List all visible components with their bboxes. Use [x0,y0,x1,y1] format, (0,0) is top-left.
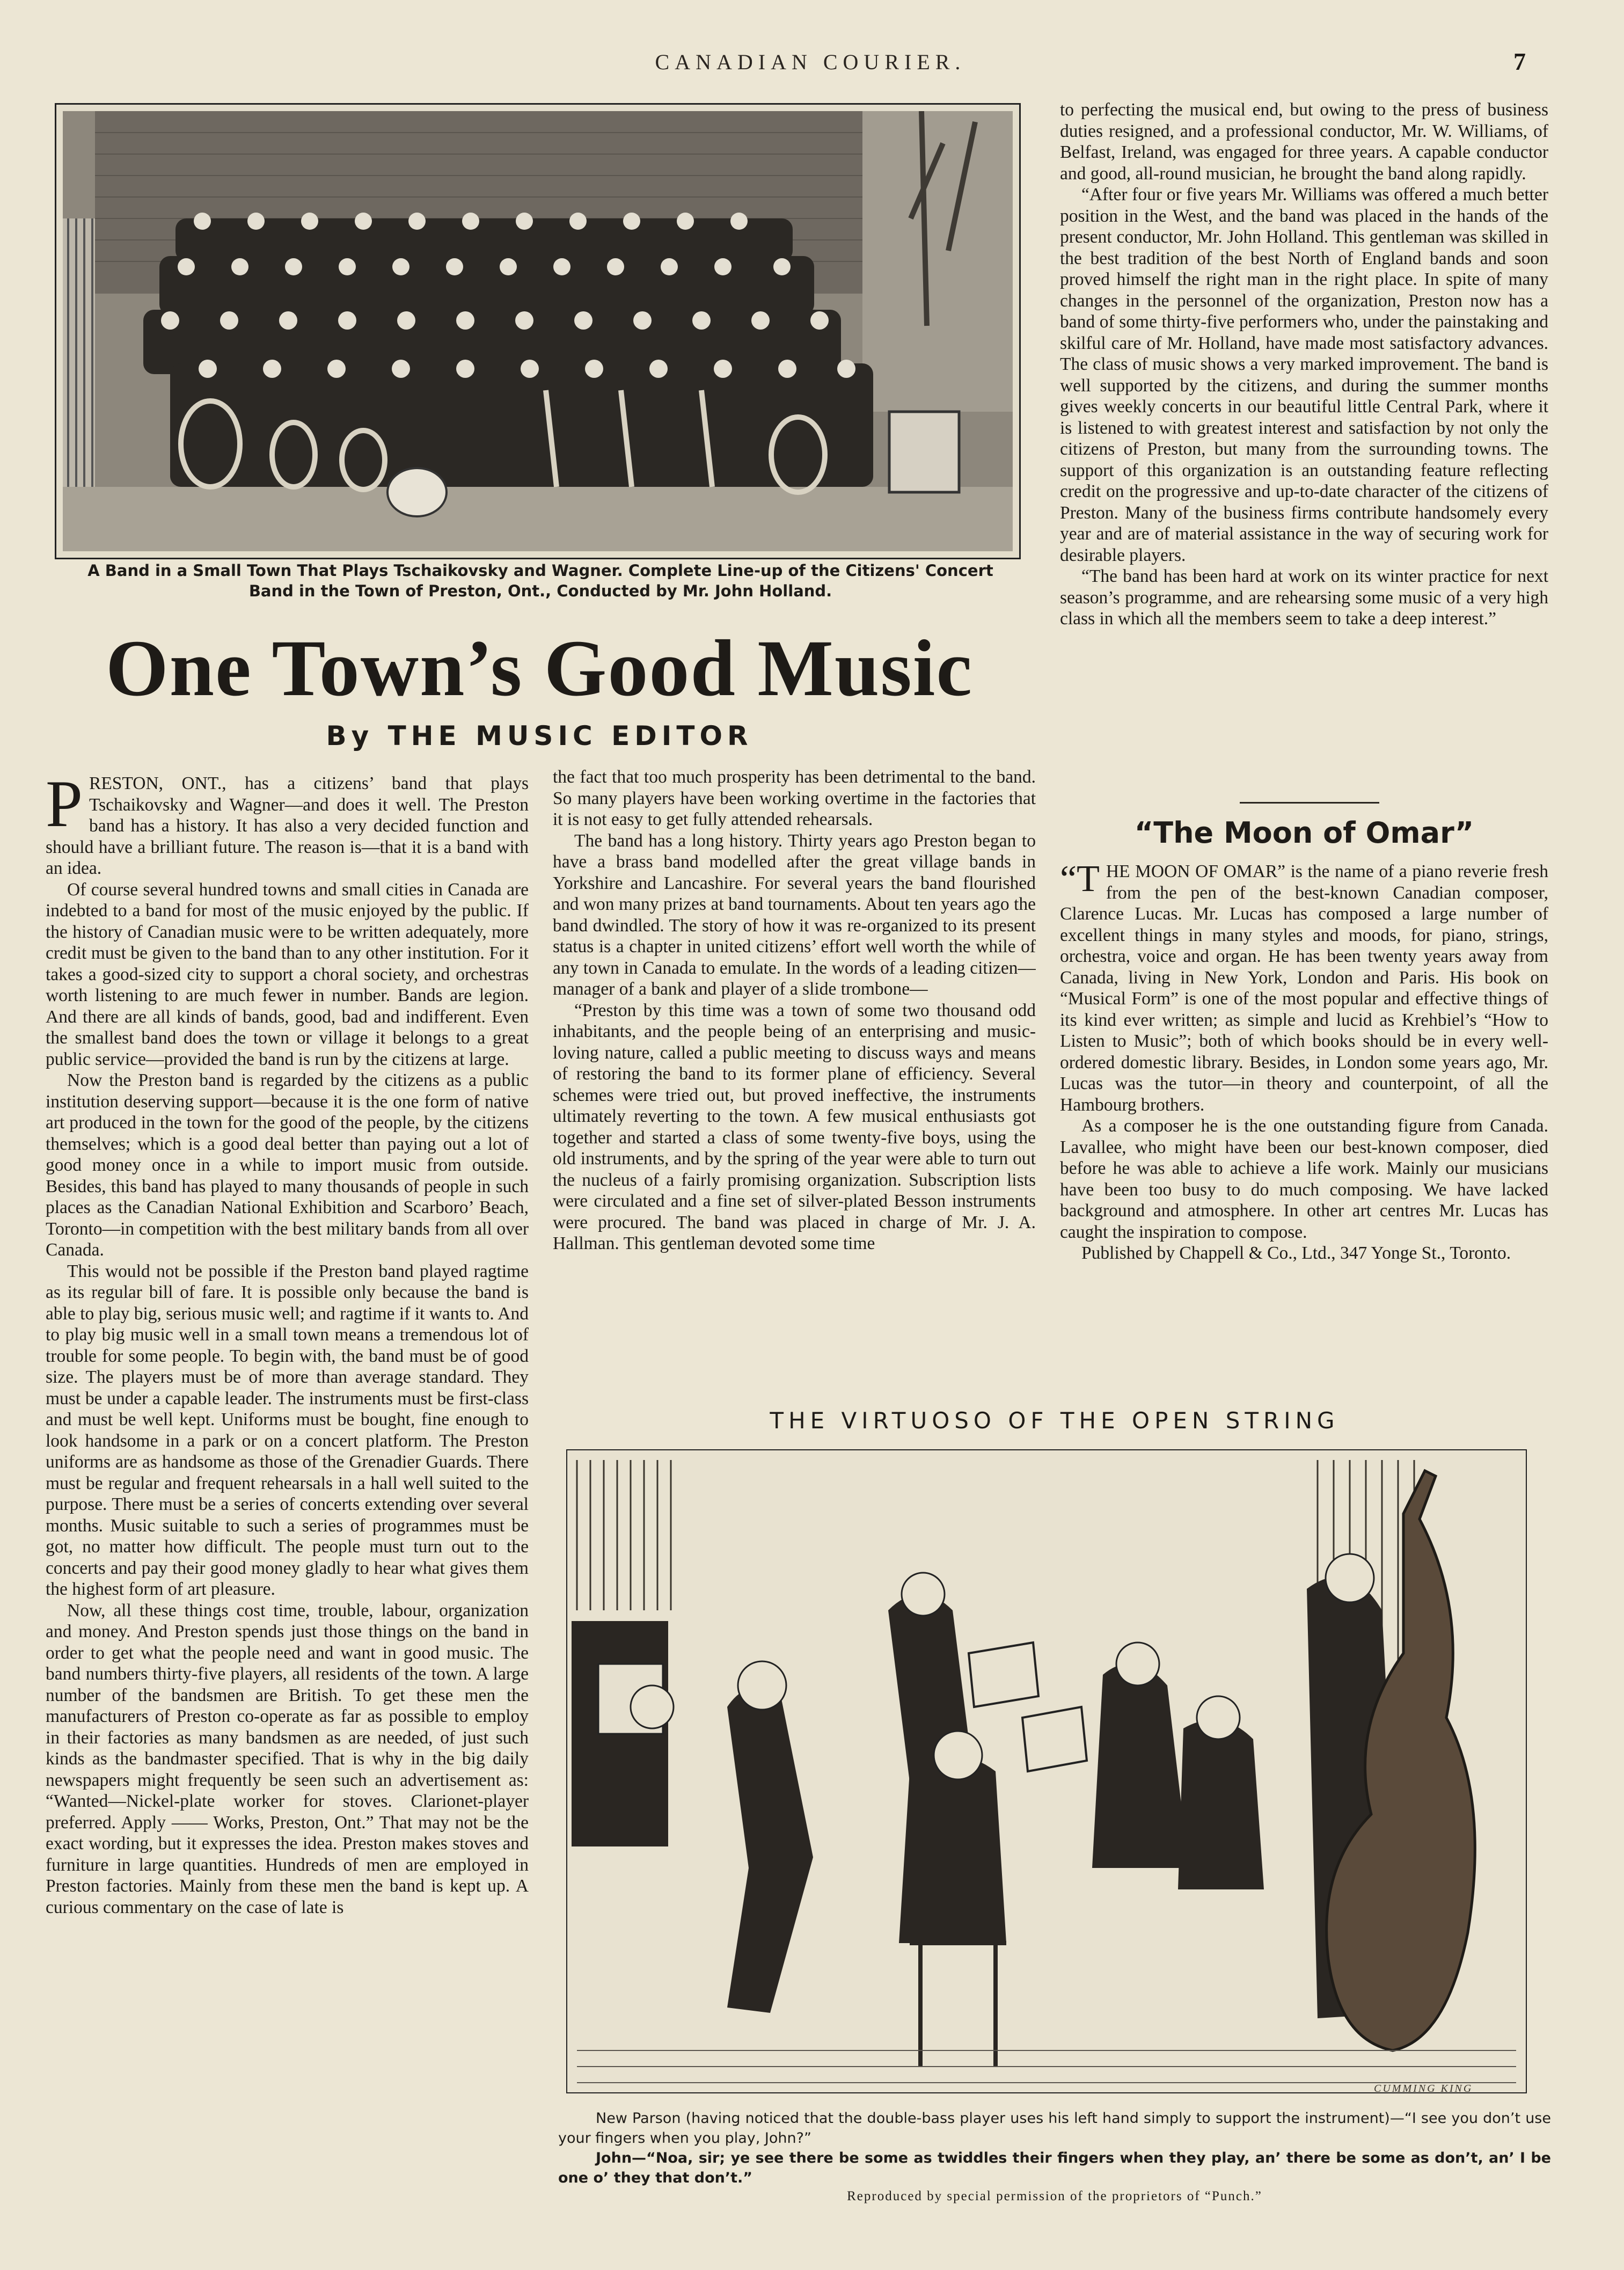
paragraph-text: has a citizens’ band that plays Tschaikovsky and Wagner—and does it well. The Preston band has a history. It has also a very decided function and should have a brilliant future. The reason is—that it is a band with an idea. [46,773,529,878]
article-headline: One Town’s Good Music [106,624,973,713]
article-paragraph [1060,861,1548,1115]
cartoon-caption-line-2: John—“Noa, sir; ye see there be some as twiddles their fingers when they play, an’ there be some as don’t, an’ I be one o’ they that don’t.” [558,2150,1551,2186]
article-paragraph: “After four or five years Mr. Williams was offered a much better position in the West, and the band was placed in the hands of the present conductor, Mr. John Holland. This gentleman was skilled in the best tradition of the best North of England bands and soon proved himself the right man in the right place. In spite of many changes in the personnel of the organization, Preston now has a band of some thirty-five performers who, under the painstaking and skilful care of Mr. Holland, have made most satisfactory advances. The class of music shows a very marked improvement. The band is well supported by the citizens, and during the summer months gives weekly concerts in our beautiful little Central Park, where it is listened to with greatest interest and satisfaction by not only the citizens of Preston, but many from the surrounding towns. The support of this organization is an outstanding feature reflecting credit on the progressive and up-to-date character of the citizens of Preston. Many of the business firms contribute handsomely every year and are of material assistance in the way of securing work for desirable players. [1060,185,1548,565]
article-paragraph: “Preston by this time was a town of some two thousand odd inhabitants, and the people being of an enterprising and music-loving nature, called a public meeting to discuss ways and means of restoring the band to its former plane of efficiency. Several schemes were tried out, but proved ineffective, the instruments ultimately reverting to the town. A few musical enthusiasts got together and started a class of some twenty-five boys, using the old instruments, and by the spring of the year were able to turn out the nucleus of a fairly promising organization. Subscription lists were circulated and a fine set of silver-plated Besson instruments were procured. The band was placed in charge of Mr. J. A. Hallman. This gentleman devoted some time [553,1000,1036,1253]
article-paragraph: the fact that too much prosperity has been detrimental to the band. So many players have been working overtime in the factories that it is not easy to get fully attended rehearsals. [553,767,1036,829]
running-head: CANADIAN COURIER. [655,50,966,74]
article-column-3 [1060,99,1548,802]
cartoon-credit: Reproduced by special permission of the proprietors of “Punch.” [847,2189,1262,2203]
open-quote: “ [1060,861,1077,900]
article-paragraph: Published by Chappell & Co., Ltd., 347 Yonge St., Toronto. [1081,1243,1511,1263]
drop-cap-letter: T [1077,861,1100,900]
article-paragraph: to perfecting the musical end, but owing to the press of business duties resigned, and a professional conductor, Mr. W. Williams, of Belfast, Ireland, was engaged for three years. A capable conductor and good, all-round musician, he brought the band along rapidly. [1060,100,1548,184]
article-byline: By THE MUSIC EDITOR [326,720,753,751]
article-column-1 [46,773,529,2217]
omar-heading: “The Moon of Omar” [1134,816,1474,850]
band-photograph [55,103,1021,559]
article-paragraph: Now the Preston band is regarded by the citizens as a public institution deserving support—because it is the one form of native art produced in the town for the good of the people, by the citizens themselves; which is a good deal better than paying out a lot of good money once in a while to import music from outside. Besides, this band has played to many thousands of people in such places as the Canadian National Exhibition and Scarboro’ Beach, Toronto—in competition with the best military bands from all over Canada. [46,1070,529,1260]
article-column-2 [553,767,1036,1389]
photo-caption-line-1: A Band in a Small Town That Plays Tschaikovsky and Wagner. Complete Line-up of the Citizens' Concert [87,561,993,580]
cartoon-illustration [566,1449,1527,2093]
photo-caption [55,560,1026,601]
cartoon-caption-line-1: New Parson (having noticed that the double-bass player uses his left hand simply to support the instrument)—“I see you don’t use your fingers when you play, John?” [558,2110,1551,2147]
article-paragraph: The band has a long history. Thirty years ago Preston began to have a brass band modelled after the great village bands in Yorkshire and Lancashire. For several years the band flourished and won many prizes at band tournaments. About ten years ago the band dwindled. The story of how it was re-organized to its present status is a chapter in united citizens’ effort well worth the while of any town in Canada to emulate. In the words of a leading citizen—manager of a bank and player of a slide trombone— [553,830,1036,999]
cartoon-drawing [566,1449,1527,2093]
lead-smallcaps: HE MOON OF OMAR” [1106,862,1285,881]
section-divider [1240,802,1379,804]
cartoon-title: THE VIRTUOSO OF THE OPEN STRING [770,1407,1340,1434]
page-number: 7 [1513,48,1526,75]
article-paragraph: This would not be possible if the Preston band played ragtime as its regular bill of fare. It is possible only because the band is able to play big, serious music well; and ragtime if it wants to. And to play big music well in a small town means a tremendous lot of trouble for some people. To begin with, the band must be of good size. The players must be of more than average standard. They must be under a capable leader. The instruments must be first-class and must be well kept. Uniforms must be bought, fine enough to look handsome in a park or on a concert platform. The Preston uniforms are as handsome as those of the Grenadier Guards. There must be regular and frequent rehearsals in a hall well suited to the purpose. There must be a series of concerts extending over several months. Music suitable to such a series of programmes must be got, no matter how difficult. The people must turn out to the concerts and pay their good money gladly to hear what gives them the highest form of art pleasure. [46,1261,529,1599]
drop-cap: P [46,773,83,841]
cartoon-caption [558,2108,1551,2188]
article-paragraph: As a composer he is the one outstanding figure from Canada. Lavallee, who might have been our best-known composer, died before he was able to achieve a life work. Mainly our musicians have been too busy to do much composing. We have lacked background and atmosphere. In other art centres Mr. Lucas has caught the inspiration to compose. [1060,1116,1548,1242]
article-paragraph: Now, all these things cost time, trouble, labour, organization and money. And Preston spends just those things on the band in order to get what the people need and want in good music. The band numbers thirty-five players, all residents of the town. A large number of the bandsmen are British. To get these men the manufacturers of Preston co-operate as far as possible to employ in their factories as many bandsmen as are needed, of just such kinds as the bandmaster specified. That is why in the big daily newspapers might frequently be seen such an advertisement as: “Wanted—Nickel-plate worker for stoves. Clarionet-player preferred. Apply —— Works, Preston, Ont.” That may not be the exact wording, but it expresses the idea. Preston makes stoves and furniture in large quantities. Hundreds of men are employed in Preston factories. Mainly from these men the band is kept up. A curious commentary on the case of late is [46,1600,529,1917]
paragraph-text: is the name of a piano reverie fresh from the pen of the best-known Canadian composer, Clarence Lucas. Mr. Lucas has composed a large number of excellent things in many styles and moods, for piano, strings, orchestra, voice and organ. He has been twenty years away from Canada, living in New York, London and Paris. His book on “Musical Form” is one of the most popular and effective things of its kind ever written; as simple and lucid as Krehbiel’s “How to Listen to Music”; both of which books should be in every well-ordered domestic library. Besides, in London some years ago, Mr. Lucas was the tutor—in theory and counterpoint, of all the Hambourg brothers. [1060,862,1548,1115]
lead-smallcaps: RESTON, ONT., [89,773,226,793]
article-paragraph [46,773,529,879]
artist-signature: CUMMING KING [1374,2083,1473,2094]
article-paragraph: Of course several hundred towns and small cities in Canada are indebted to a band for most of the music enjoyed by the public. If the history of Canadian music were to be written adequately, more credit must be given to the band than to any other institution. For it takes a good-sized city to support a choral society, and orchestras worth listening to are much fewer in number. Bands are legion. And there are all kinds of bands, good, bad and indifferent. Even the smallest band does the town or village it belongs to a great public service—provided the band is run by the citizens at large. [46,879,529,1069]
omar-column [1060,861,1548,1387]
band-photo-illustration [63,111,1013,551]
drop-cap [1060,861,1100,900]
photo-caption-line-2: Band in the Town of Preston, Ont., Conducted by Mr. John Holland. [248,582,832,600]
article-paragraph: “The band has been hard at work on its winter practice for next season’s programme, and are rehearsing some music of a very high class in which all the members seem to take a deep interest.” [1060,566,1548,629]
